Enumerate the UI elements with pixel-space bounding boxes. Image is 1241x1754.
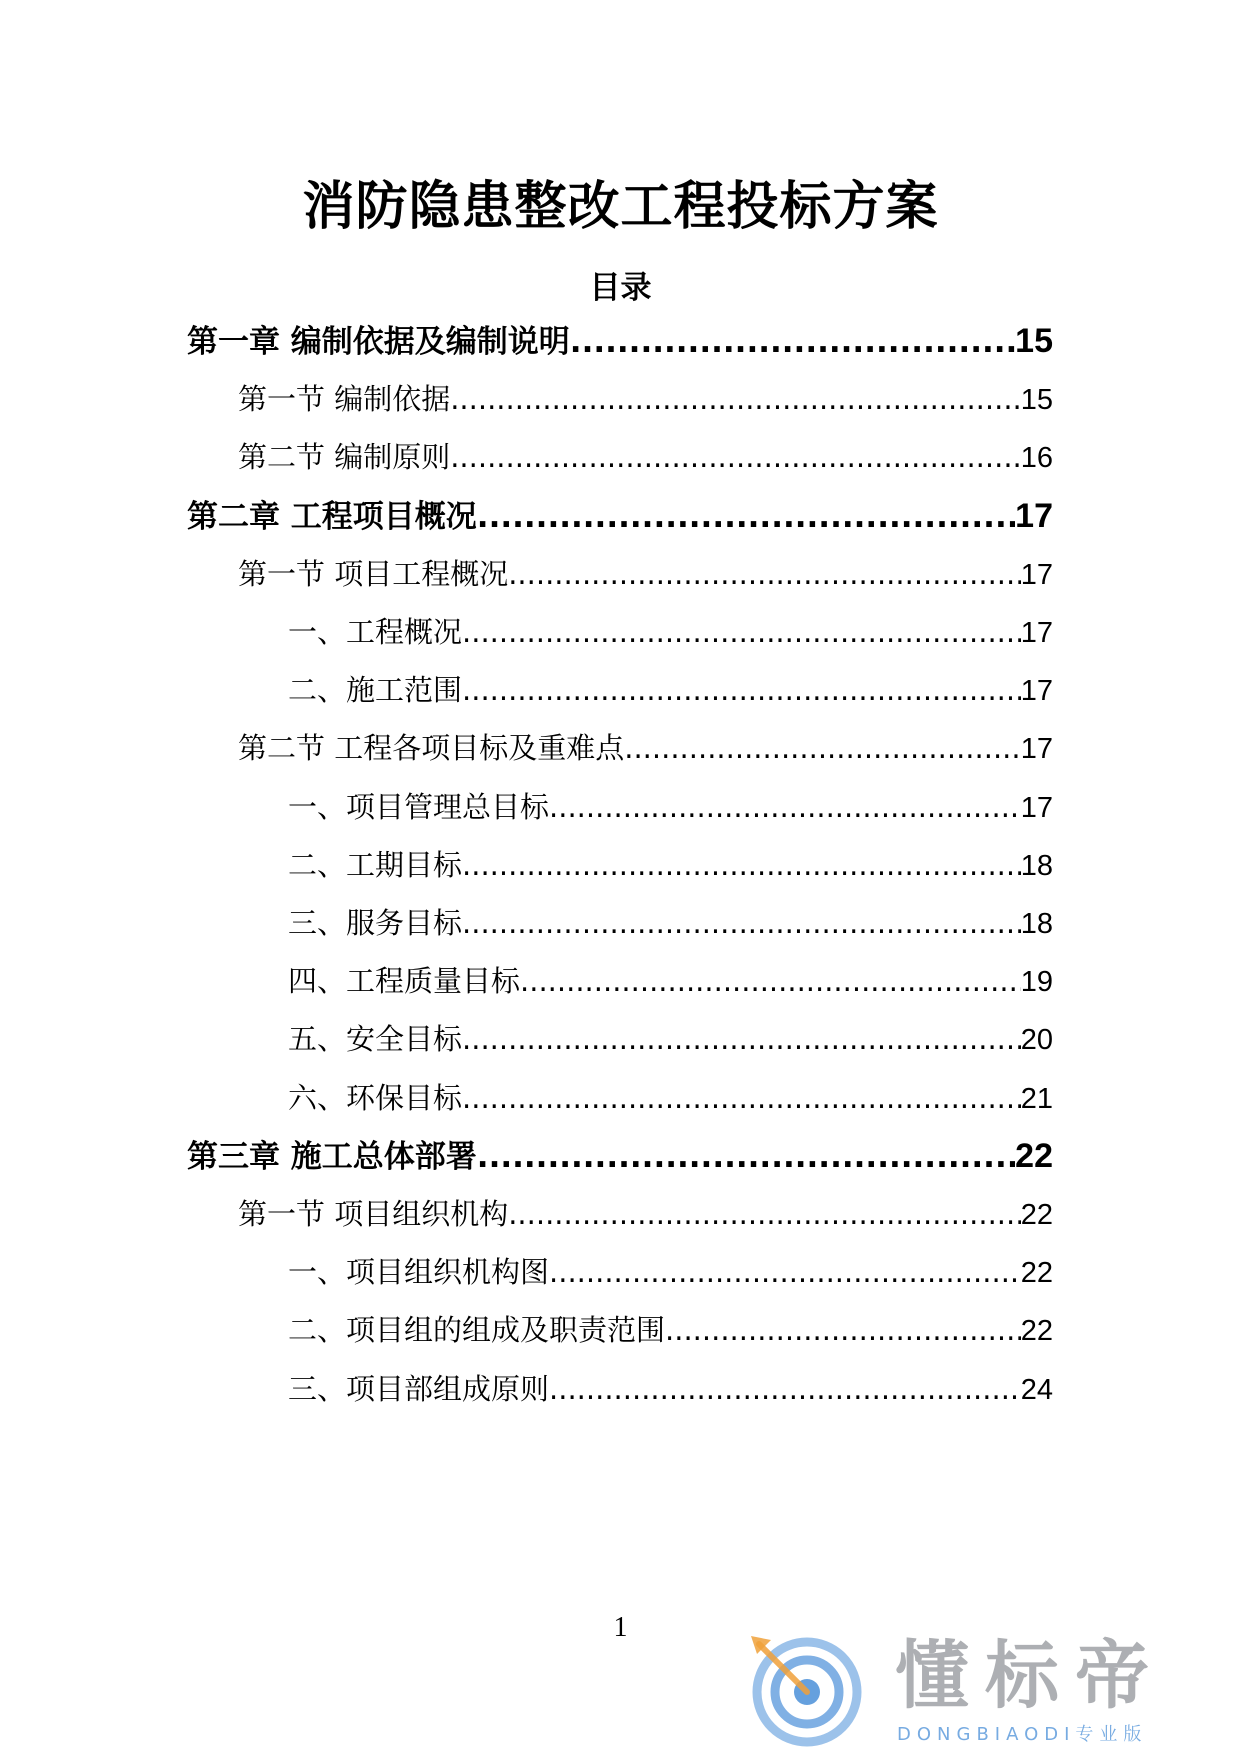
toc-dot-leader bbox=[462, 606, 1021, 658]
toc-entry[interactable] bbox=[238, 431, 1053, 483]
toc-entry-title: 五、安全目标 bbox=[288, 1022, 463, 1057]
target-logo-icon bbox=[745, 1628, 865, 1748]
toc-entry-title: 一、项目管理总目标 bbox=[288, 789, 550, 824]
toc-entry-page: 15 bbox=[1015, 322, 1053, 360]
toc-entry[interactable] bbox=[288, 1072, 1053, 1124]
toc-entry-page: 17 bbox=[1020, 675, 1053, 708]
toc-entry-title: 三、服务目标 bbox=[288, 906, 463, 940]
toc-entry-page: 17 bbox=[1015, 496, 1053, 535]
toc-dot-leader bbox=[570, 316, 1015, 368]
toc-dot-leader bbox=[450, 431, 1021, 483]
toc-entry-page: 17 bbox=[1020, 617, 1053, 649]
watermark bbox=[745, 1628, 1235, 1750]
toc-entry-page: 22 bbox=[1020, 1315, 1053, 1348]
page-title: 消防隐患整改工程投标方案 bbox=[302, 177, 939, 237]
toc-entry-page: 18 bbox=[1020, 908, 1053, 940]
toc-entry-page: 21 bbox=[1020, 1082, 1053, 1115]
toc-entry[interactable] bbox=[288, 1013, 1053, 1065]
toc-entry-title: 第二节 工程各项目标及重难点 bbox=[238, 731, 625, 766]
toc-entry[interactable] bbox=[238, 373, 1053, 425]
watermark-subtitle: DONGBIAODI专业版 bbox=[897, 1724, 1148, 1745]
toc-dot-leader bbox=[462, 839, 1021, 891]
toc-entry[interactable] bbox=[288, 1363, 1053, 1415]
toc-entry-page: 17 bbox=[1020, 733, 1053, 766]
toc-entry-title: 六、环保目标 bbox=[288, 1080, 463, 1115]
toc-entry-title: 第二节 编制原则 bbox=[238, 440, 451, 475]
toc-entry[interactable] bbox=[238, 722, 1053, 774]
toc-entry-page: 24 bbox=[1020, 1373, 1053, 1406]
toc-entry-title: 二、工期目标 bbox=[288, 847, 463, 882]
toc-entry-page: 17 bbox=[1020, 791, 1053, 824]
toc-entry-page: 22 bbox=[1020, 1199, 1053, 1231]
toc-dot-leader bbox=[549, 1363, 1021, 1415]
toc-heading: 目录 bbox=[589, 270, 652, 306]
toc-entry[interactable] bbox=[288, 781, 1053, 833]
toc-entry[interactable] bbox=[238, 548, 1053, 600]
toc-dot-leader bbox=[549, 781, 1021, 833]
toc-entry-title: 三、项目部组成原则 bbox=[288, 1371, 550, 1406]
toc-entry-page: 20 bbox=[1020, 1024, 1053, 1057]
toc-entry-page: 18 bbox=[1020, 849, 1053, 882]
toc-entry-title: 一、项目组织机构图 bbox=[288, 1255, 550, 1290]
toc-entry[interactable] bbox=[288, 955, 1053, 1007]
watermark-brand: 懂标帝 bbox=[895, 1633, 1165, 1719]
toc-dot-leader bbox=[520, 955, 1021, 1007]
toc-entry-title: 二、施工范围 bbox=[288, 673, 463, 708]
toc-entry[interactable] bbox=[187, 1130, 1053, 1182]
toc-entry[interactable] bbox=[238, 1188, 1053, 1240]
toc-entry[interactable] bbox=[187, 315, 1053, 367]
toc-entry-page: 19 bbox=[1020, 966, 1053, 999]
toc-dot-leader bbox=[462, 897, 1021, 949]
toc-dot-leader bbox=[508, 548, 1021, 600]
toc-entry-title: 第一章 编制依据及编制说明 bbox=[187, 324, 570, 360]
toc-dot-leader bbox=[665, 1304, 1021, 1356]
toc-entry-page: 15 bbox=[1020, 384, 1053, 417]
toc-entry[interactable] bbox=[187, 490, 1053, 542]
toc-entry-title: 一、工程概况 bbox=[288, 615, 463, 649]
toc-dot-leader bbox=[462, 1072, 1021, 1124]
toc-dot-leader bbox=[549, 1246, 1021, 1298]
toc-entry[interactable] bbox=[288, 1246, 1053, 1298]
toc-entry-page: 22 bbox=[1020, 1257, 1053, 1290]
toc-entry-page: 17 bbox=[1020, 558, 1053, 591]
toc-dot-leader bbox=[508, 1188, 1021, 1240]
toc-dot-leader bbox=[477, 1131, 1015, 1183]
toc-dot-leader bbox=[624, 722, 1021, 774]
toc-dot-leader bbox=[462, 664, 1021, 716]
toc-entry-title: 第三章 施工总体部署 bbox=[187, 1138, 477, 1175]
toc-entry-title: 四、工程质量目标 bbox=[288, 964, 521, 999]
toc-entry-page: 16 bbox=[1020, 442, 1053, 475]
toc-entry-title: 第一节 项目组织机构 bbox=[238, 1197, 509, 1231]
toc-entry[interactable] bbox=[288, 664, 1053, 716]
toc-dot-leader bbox=[477, 491, 1015, 543]
toc-dot-leader bbox=[450, 373, 1021, 425]
toc-entry[interactable] bbox=[288, 897, 1053, 949]
toc-entry[interactable] bbox=[288, 606, 1053, 658]
page-number: 1 bbox=[613, 1612, 628, 1643]
toc-entry[interactable] bbox=[288, 839, 1053, 891]
toc-dot-leader bbox=[462, 1013, 1021, 1065]
toc-entry[interactable] bbox=[288, 1304, 1053, 1356]
toc-entry-title: 第一节 编制依据 bbox=[238, 382, 451, 417]
toc-entry-page: 22 bbox=[1015, 1136, 1053, 1175]
toc-entry-title: 第二章 工程项目概况 bbox=[187, 498, 477, 535]
toc-entry-title: 二、项目组的组成及职责范围 bbox=[288, 1313, 666, 1348]
toc-entry-title: 第一节 项目工程概况 bbox=[238, 556, 509, 591]
